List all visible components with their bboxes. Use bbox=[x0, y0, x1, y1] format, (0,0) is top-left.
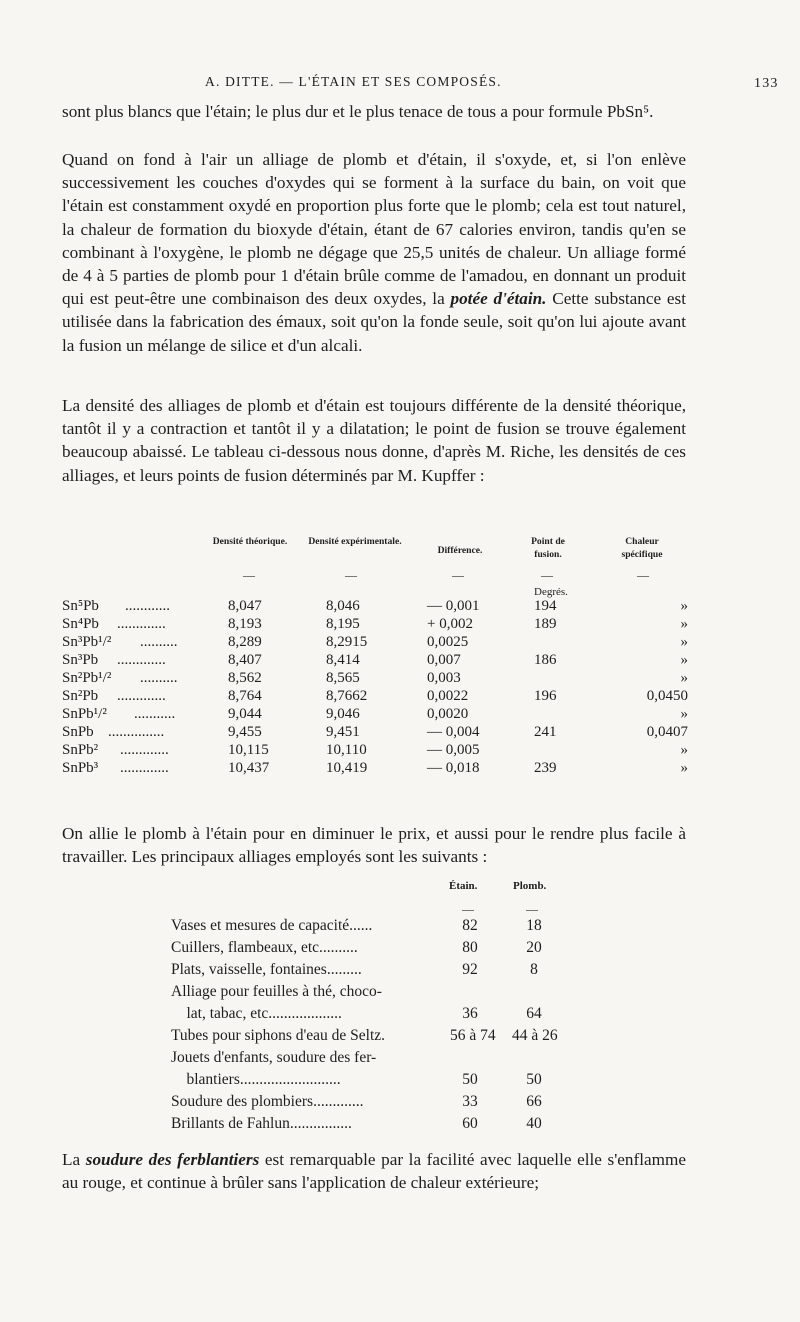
table-row bbox=[0, 1071, 800, 1093]
dash: — bbox=[462, 902, 474, 916]
alloy-use: Tubes pour siphons d'eau de Seltz. bbox=[171, 1027, 386, 1044]
table-row bbox=[0, 634, 800, 652]
alloy-formula: Sn³Pb bbox=[62, 652, 99, 668]
tin-parts: 60 bbox=[462, 1115, 478, 1132]
specific-heat: 0,0407 bbox=[646, 724, 688, 740]
specific-heat: » bbox=[680, 598, 688, 614]
table-row bbox=[0, 598, 800, 616]
alloy-use: blantiers.......................... bbox=[171, 1071, 341, 1088]
tin-parts: 82 bbox=[462, 917, 478, 934]
lead-parts: 44 à 26 bbox=[512, 1027, 558, 1044]
experimental-density: 8,046 bbox=[326, 598, 360, 614]
paragraph-2 bbox=[62, 148, 686, 357]
alloy-formula: Sn⁵Pb bbox=[62, 598, 99, 614]
alloy-formula: SnPb¹/² bbox=[62, 706, 107, 722]
header-point-fusion: Point de fusion. bbox=[531, 536, 565, 560]
fusion-point: 196 bbox=[534, 688, 557, 704]
dash: — bbox=[637, 568, 649, 582]
difference: — 0,001 bbox=[427, 598, 480, 614]
header-chaleur-specifique: Chaleur spécifique bbox=[621, 536, 663, 560]
leader-dots: ............. bbox=[117, 616, 166, 632]
leader-dots: ............. bbox=[120, 760, 169, 776]
table-row bbox=[0, 1027, 800, 1049]
difference: 0,007 bbox=[427, 652, 461, 668]
header-plomb: Plomb. bbox=[513, 880, 547, 892]
tin-parts: 36 bbox=[462, 1005, 478, 1022]
table-row bbox=[0, 652, 800, 670]
paragraph-5-text: est remarquable par la facilité avec laquelle elle s'enflamme au rouge, et continue à brûler sans l'application de chaleur extérieure; bbox=[62, 1150, 687, 1193]
table-row bbox=[0, 724, 800, 742]
lead-parts: 8 bbox=[530, 961, 538, 978]
lead-parts: 18 bbox=[526, 917, 542, 934]
header-densite-experimentale: Densité expérimentale. bbox=[308, 536, 402, 547]
experimental-density: 9,046 bbox=[326, 706, 360, 722]
theoretical-density: 8,289 bbox=[228, 634, 262, 650]
experimental-density: 8,195 bbox=[326, 616, 360, 632]
alloy-formula: Sn²Pb bbox=[62, 688, 99, 704]
fusion-point: 239 bbox=[534, 760, 557, 776]
table-row bbox=[0, 917, 800, 939]
tin-parts: 50 bbox=[462, 1071, 478, 1088]
alloy-formula: SnPb bbox=[62, 724, 94, 740]
paragraph-2-text: Quand on fond à l'air un alliage de plomb et d'étain, il s'oxyde, et, si l'on enlève successivement les couches d'oxydes qui se forment à la surface du bain, on voit que l'étain est constamment oxydé en proportion plus forte que le plomb; cela est tout naturel, la chaleur de formation du bioxyde d'étain, étant de 67 calories environ, tandis qu'en se combinant à l'oxygène, le plomb ne dégage que 25,5 unités de chaleur. Un alliage formé de 4 à 5 parties de plomb pour 1 d'étain brûle comme de l'amadou, en donnant un produit qui est peut-être une combinaison des deux oxydes, la bbox=[62, 150, 686, 309]
difference: + 0,002 bbox=[427, 616, 473, 632]
fusion-point: 241 bbox=[534, 724, 557, 740]
theoretical-density: 9,455 bbox=[228, 724, 262, 740]
leader-dots: ............. bbox=[120, 742, 169, 758]
table-row bbox=[0, 939, 800, 961]
difference: — 0,004 bbox=[427, 724, 480, 740]
difference: 0,0020 bbox=[427, 706, 469, 722]
table-row bbox=[0, 742, 800, 760]
leader-dots: ............. bbox=[117, 652, 166, 668]
theoretical-density: 10,437 bbox=[228, 760, 270, 776]
leader-dots: ............ bbox=[125, 598, 170, 614]
alloy-formula: Sn²Pb¹/² bbox=[62, 670, 112, 686]
lead-parts: 64 bbox=[526, 1005, 542, 1022]
experimental-density: 8,2915 bbox=[326, 634, 368, 650]
table-row bbox=[0, 1005, 800, 1027]
alloy-use: Jouets d'enfants, soudure des fer- bbox=[171, 1049, 377, 1066]
leader-dots: ........... bbox=[134, 706, 176, 722]
table-row bbox=[0, 1093, 800, 1115]
table-row bbox=[0, 1049, 800, 1071]
experimental-density: 9,451 bbox=[326, 724, 360, 740]
alloy-formula: Sn⁴Pb bbox=[62, 616, 99, 632]
experimental-density: 8,414 bbox=[326, 652, 360, 668]
running-head: A. DITTE. — L'ÉTAIN ET SES COMPOSÉS. bbox=[205, 74, 502, 89]
header-difference: Différence. bbox=[437, 545, 483, 556]
lead-parts: 20 bbox=[526, 939, 542, 956]
tin-parts: 33 bbox=[462, 1093, 478, 1110]
dash: — bbox=[526, 902, 538, 916]
paragraph-4: On allie le plomb à l'étain pour en diminuer le prix, et aussi pour le rendre plus facile à travailler. Les principaux alliages employés sont les suivants : bbox=[62, 824, 686, 867]
table-row bbox=[0, 961, 800, 983]
difference: 0,0022 bbox=[427, 688, 469, 704]
theoretical-density: 8,047 bbox=[228, 598, 262, 614]
lead-parts: 40 bbox=[526, 1115, 542, 1132]
page-header bbox=[0, 70, 800, 92]
leader-dots: .......... bbox=[140, 634, 178, 650]
leader-dots: ............... bbox=[108, 724, 165, 740]
specific-heat: 0,0450 bbox=[646, 688, 688, 704]
lead-parts: 50 bbox=[526, 1071, 542, 1088]
experimental-density: 8,565 bbox=[326, 670, 360, 686]
dash: — bbox=[345, 568, 357, 582]
paragraph-2-end: Cette substance est utilisée dans la fabrication des émaux, soit qu'on la fonde seule, soit qu'on lui ajoute avant la fusion un mélange de silice et d'un alcali. bbox=[62, 289, 687, 355]
specific-heat: » bbox=[680, 634, 688, 650]
alloy-use: Cuillers, flambeaux, etc.......... bbox=[171, 939, 358, 956]
table-row bbox=[0, 616, 800, 634]
page-number: 133 bbox=[754, 76, 779, 91]
alloy-use: Plats, vaisselle, fontaines......... bbox=[171, 961, 362, 978]
potee-etain-term: potée d'étain. bbox=[450, 289, 547, 309]
theoretical-density: 9,044 bbox=[228, 706, 262, 722]
alloy-use: lat, tabac, etc................... bbox=[171, 1005, 342, 1022]
theoretical-density: 8,407 bbox=[228, 652, 262, 668]
theoretical-density: 10,115 bbox=[228, 742, 269, 758]
table-row bbox=[0, 983, 800, 1005]
tin-parts: 56 à 74 bbox=[450, 1027, 496, 1044]
alloy-formula: Sn³Pb¹/² bbox=[62, 634, 112, 650]
table-row bbox=[0, 760, 800, 778]
fusion-point: 189 bbox=[534, 616, 557, 632]
table-row bbox=[0, 688, 800, 706]
alloy-use: Vases et mesures de capacité...... bbox=[171, 917, 373, 934]
leader-dots: ............. bbox=[117, 688, 166, 704]
fusion-point: 194 bbox=[534, 598, 557, 614]
table-row bbox=[0, 670, 800, 688]
specific-heat: » bbox=[680, 706, 688, 722]
specific-heat: » bbox=[680, 742, 688, 758]
leader-dots: .......... bbox=[140, 670, 178, 686]
paragraph-5-lead: La bbox=[62, 1150, 81, 1169]
alloy-use: Soudure des plombiers............. bbox=[171, 1093, 364, 1110]
specific-heat: » bbox=[680, 616, 688, 632]
header-densite-theorique: Densité théorique. bbox=[212, 536, 288, 547]
specific-heat: » bbox=[680, 670, 688, 686]
paragraph-3: La densité des alliages de plomb et d'étain est toujours différente de la densité théorique, tantôt il y a contraction et tantôt il y a dilatation; le point de fusion se trouve également beaucoup abaissé. Le tableau ci-dessous nous donne, d'après M. Riche, les densités de ces alliages, et leurs points de fusion déterminés par M. Kupffer : bbox=[62, 396, 686, 485]
paragraph-1: sont plus blancs que l'étain; le plus dur et le plus tenace de tous a pour formule PbSn⁵. bbox=[62, 102, 654, 121]
experimental-density: 10,110 bbox=[326, 742, 367, 758]
dash: — bbox=[243, 568, 255, 582]
paragraph-5 bbox=[62, 1148, 686, 1194]
experimental-density: 8,7662 bbox=[326, 688, 368, 704]
dash: — bbox=[452, 568, 464, 582]
difference: 0,003 bbox=[427, 670, 461, 686]
dash: — bbox=[541, 568, 553, 582]
soudure-ferblantiers-term: soudure des ferblantiers bbox=[85, 1150, 260, 1169]
theoretical-density: 8,764 bbox=[228, 688, 262, 704]
table-row bbox=[0, 1115, 800, 1137]
degres-label: Degrés. bbox=[534, 586, 568, 598]
fusion-point: 186 bbox=[534, 652, 557, 668]
lead-parts: 66 bbox=[526, 1093, 542, 1110]
tin-parts: 92 bbox=[462, 961, 478, 978]
alloy-formula: SnPb³ bbox=[62, 760, 99, 776]
alloy-use: Alliage pour feuilles à thé, choco- bbox=[171, 983, 382, 1000]
theoretical-density: 8,562 bbox=[228, 670, 262, 686]
alloy-use: Brillants de Fahlun................ bbox=[171, 1115, 352, 1132]
difference: — 0,018 bbox=[427, 760, 480, 776]
theoretical-density: 8,193 bbox=[228, 616, 262, 632]
table-row bbox=[0, 706, 800, 724]
tin-parts: 80 bbox=[462, 939, 478, 956]
difference: — 0,005 bbox=[427, 742, 480, 758]
experimental-density: 10,419 bbox=[326, 760, 368, 776]
difference: 0,0025 bbox=[427, 634, 469, 650]
specific-heat: » bbox=[680, 760, 688, 776]
alloy-formula: SnPb² bbox=[62, 742, 99, 758]
header-etain: Étain. bbox=[449, 880, 478, 892]
specific-heat: » bbox=[680, 652, 688, 668]
